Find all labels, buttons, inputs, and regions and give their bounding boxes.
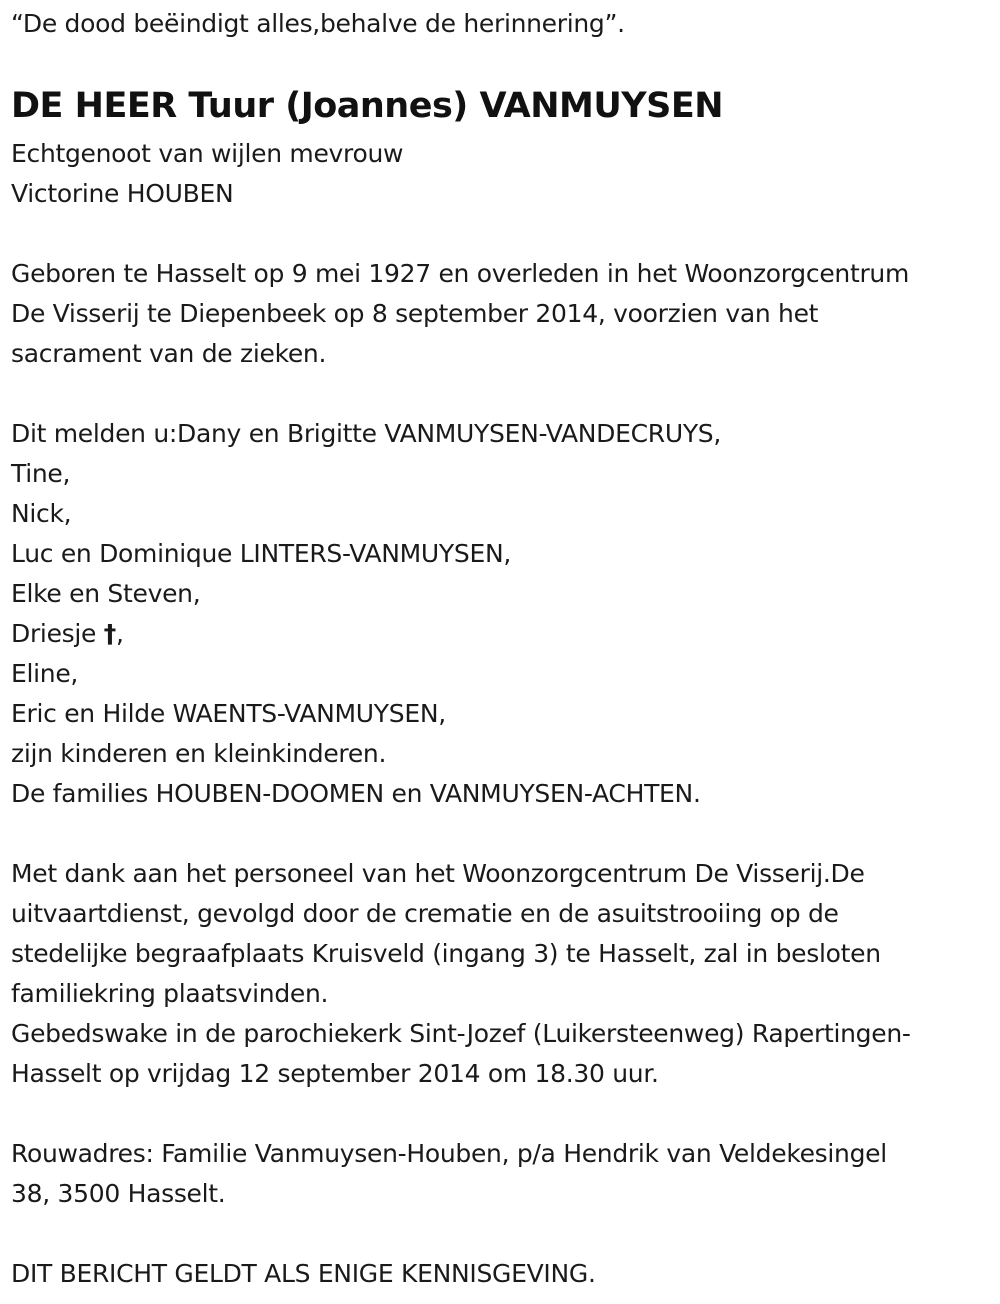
thanks-line: familiekring plaatsvinden. bbox=[11, 979, 329, 1008]
thanks-section bbox=[11, 854, 911, 1094]
vigil-line: Gebedswake in de parochiekerk Sint-Jozef (Luikersteenweg) Rapertingen- bbox=[11, 1019, 911, 1048]
thanks-line: uitvaartdienst, gevolgd door de crematie en de asuitstrooiing op de bbox=[11, 899, 839, 928]
family-families: De families HOUBEN-DOOMEN en VANMUYSEN-ACHTEN. bbox=[11, 779, 701, 808]
memorial-quote: “De dood beëindigt alles,behalve de herinnering”. bbox=[11, 9, 625, 38]
family-section bbox=[11, 414, 721, 814]
family-member: Nick, bbox=[11, 499, 72, 528]
spouse-name: Victorine HOUBEN bbox=[11, 179, 234, 208]
address-section bbox=[11, 1134, 887, 1214]
family-member: Eline, bbox=[11, 659, 79, 688]
comma: , bbox=[115, 619, 124, 648]
birth-line: De Visserij te Diepenbeek op 8 september 2014, voorzien van het bbox=[11, 299, 819, 328]
family-member: Eric en Hilde WAENTS-VANMUYSEN, bbox=[11, 699, 446, 728]
family-member: Elke en Steven, bbox=[11, 579, 201, 608]
family-intro: Dit melden u:Dany en Brigitte VANMUYSEN-VANDECRUYS, bbox=[11, 419, 722, 448]
address-line: 38, 3500 Hasselt. bbox=[11, 1179, 226, 1208]
family-relation: zijn kinderen en kleinkinderen. bbox=[11, 739, 387, 768]
birth-line: Geboren te Hasselt op 9 mei 1927 en overleden in het Woonzorgcentrum bbox=[11, 259, 910, 288]
deceased-name: DE HEER Tuur (Joannes) VANMUYSEN bbox=[11, 86, 724, 126]
address-line: Rouwadres: Familie Vanmuysen-Houben, p/a Hendrik van Veldekesingel bbox=[11, 1139, 887, 1168]
birth-line: sacrament van de zieken. bbox=[11, 339, 327, 368]
notice-line: DIT BERICHT GELDT ALS ENIGE KENNISGEVING. bbox=[11, 1259, 596, 1288]
thanks-line: stedelijke begraafplaats Kruisveld (ingang 3) te Hasselt, zal in besloten bbox=[11, 939, 881, 968]
birth-death-section bbox=[11, 254, 909, 374]
vigil-line: Hasselt op vrijdag 12 september 2014 om 18.30 uur. bbox=[11, 1059, 659, 1088]
family-member: Tine, bbox=[11, 459, 71, 488]
family-member-name: Driesje bbox=[11, 619, 104, 648]
spouse-section bbox=[11, 134, 403, 214]
spouse-line: Echtgenoot van wijlen mevrouw bbox=[11, 139, 404, 168]
family-member: Luc en Dominique LINTERS-VANMUYSEN, bbox=[11, 539, 511, 568]
thanks-line: Met dank aan het personeel van het Woonzorgcentrum De Visserij.De bbox=[11, 859, 865, 888]
cross-icon: † bbox=[103, 619, 116, 648]
family-member-driesje bbox=[11, 614, 721, 654]
notice-section bbox=[11, 1254, 596, 1294]
